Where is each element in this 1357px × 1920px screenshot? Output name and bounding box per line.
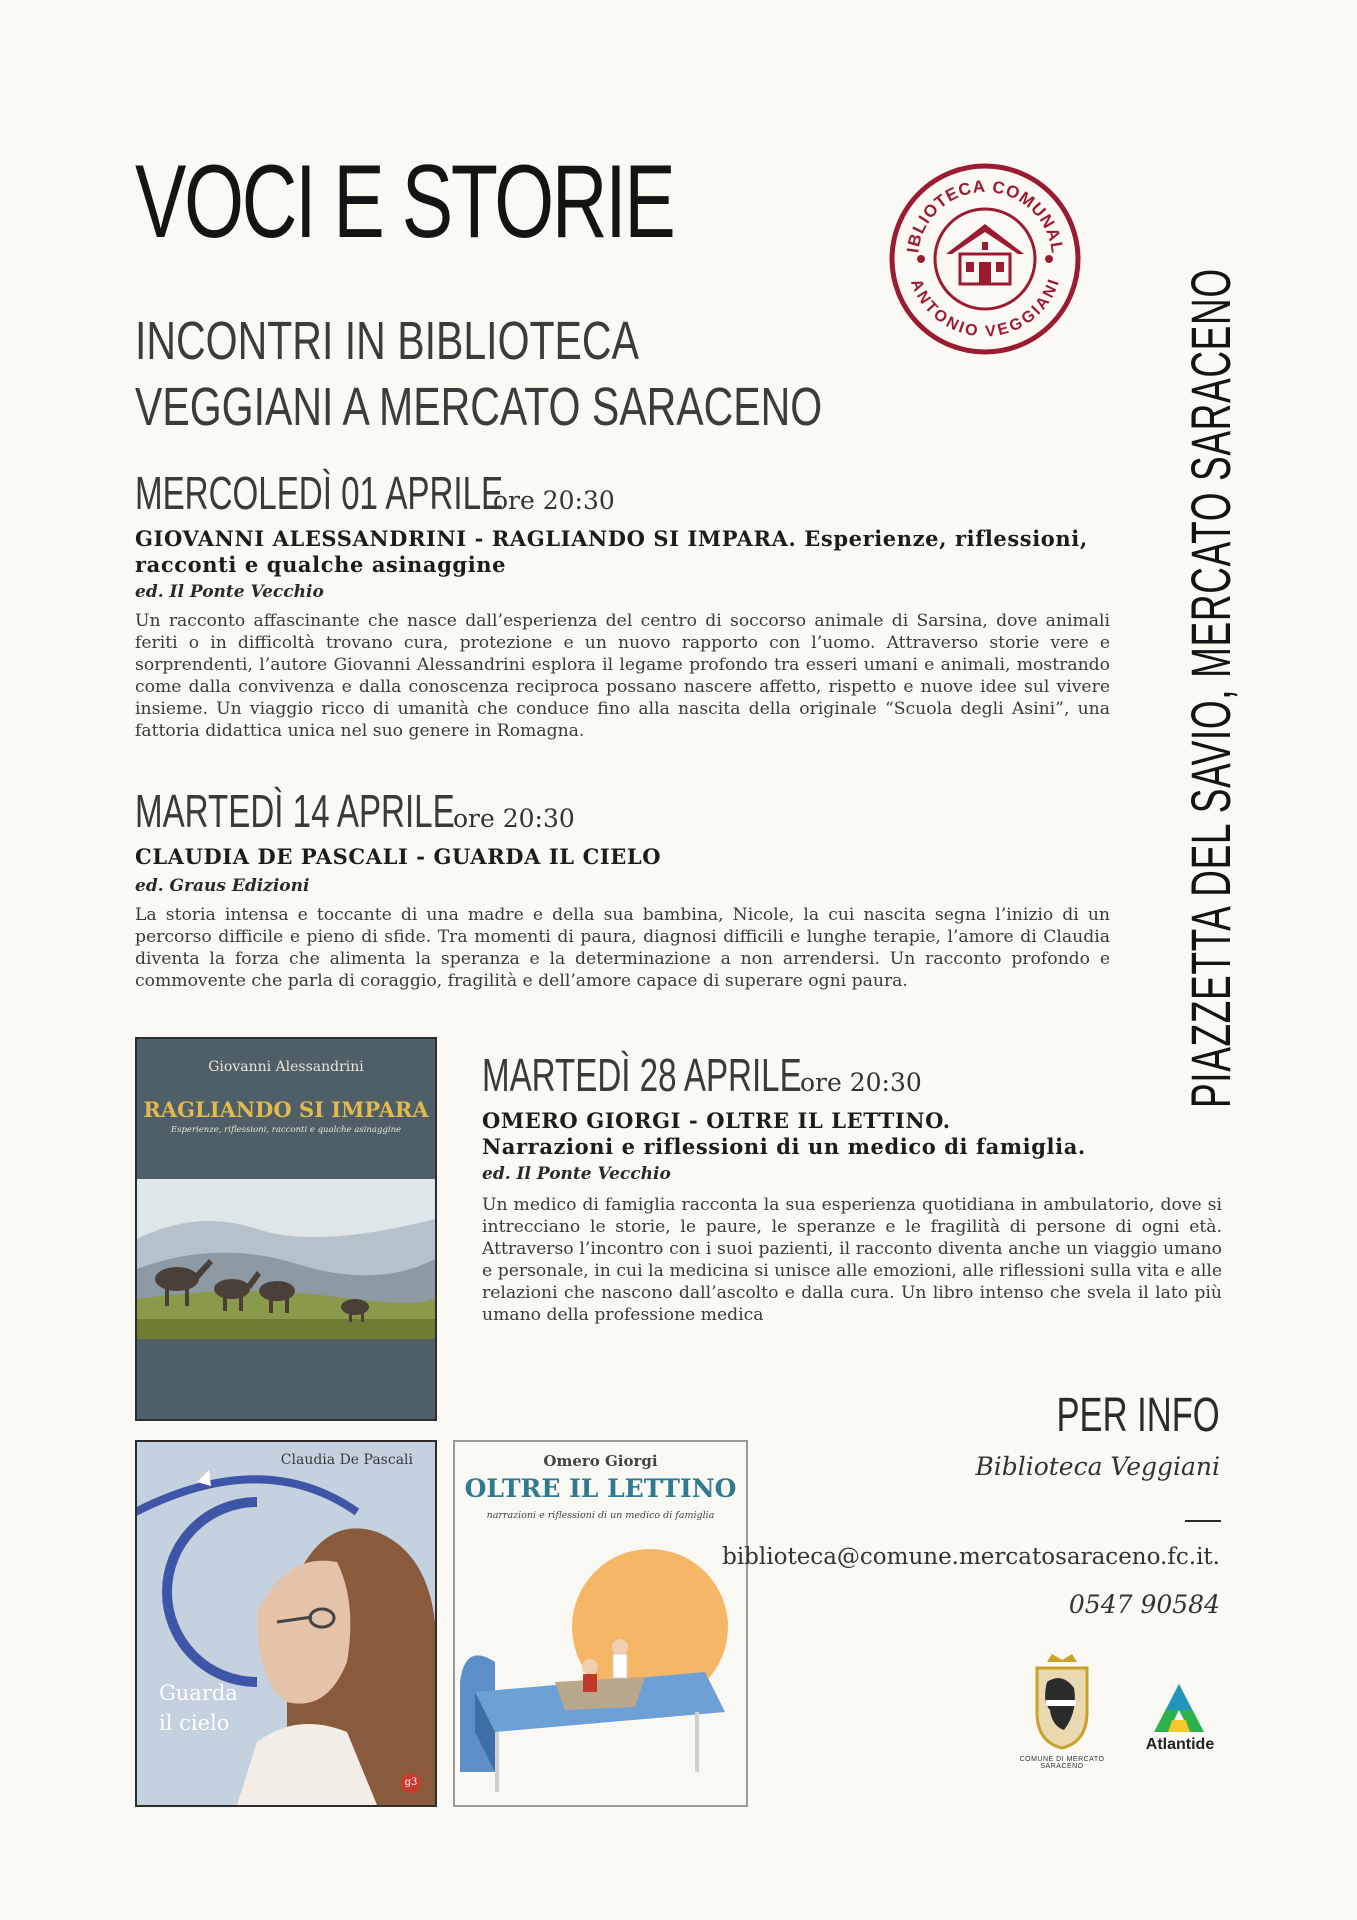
event-2 [135,785,1110,992]
book-cover-guarda-il-cielo [135,1440,437,1807]
library-logo [888,162,1082,356]
event-book-title: GIOVANNI ALESSANDRINI - RAGLIANDO SI IMPARA. Esperienze, riflessioni, racconti e qualche asinaggine [135,526,1088,577]
event-time: ore 20:30 [493,486,615,515]
info-heading: PER INFO [1056,1389,1220,1442]
comune-logo [1012,1652,1112,1782]
event-date: MERCOLEDÌ 01 APRILE [135,467,504,519]
subtitle-line-2: VEGGIANI A MERCATO SARACENO [135,377,823,437]
cover-title: RAGLIANDO SI IMPARA [143,1097,429,1122]
publisher-mark: g3 [401,1773,421,1793]
event-3 [482,1049,1222,1326]
cover-subtitle: Esperienze, riflessioni, racconti e qualche asinaggine [170,1125,402,1135]
event-publisher: ed. Graus Edizioni [135,876,310,896]
vertical-location: PIAZZETTA DEL SAVIO, MERCATO SARACENO [1179,268,1242,1108]
cover-author: Giovanni Alessandrini [208,1059,364,1075]
subtitle-line-1: INCONTRI IN BIBLIOTECA [135,311,639,371]
event-book-subtitle: Narrazioni e riflessioni di un medico di famiglia. [482,1134,1086,1159]
atlantide-label: Atlantide [1145,1736,1215,1753]
book-cover-ragliando [135,1037,437,1421]
event-description: Un medico di famiglia racconta la sua esperienza quotidiana in ambulatorio, dove si intrecciano le storie, le paure, le speranze e le fragilità di persone di ogni età. Attraverso l’incontro con i suoi pazienti, il racconto diventa anche un viaggio umano e personale, in cui la medicina si unisce alle emozioni, alle riflessioni sulla vita e alle relazioni che nascono dall’ascolto e dalla cura. Un libro intenso che svela il lato più umano della professione medica [482,1195,1222,1325]
comune-label: COMUNE DI MERCATO SARACENO [1019,1756,1105,1770]
info-email[interactable]: biblioteca@comune.mercatosaraceno.fc.it. [722,1544,1220,1570]
event-date: MARTEDÌ 28 APRILE [482,1049,802,1101]
event-description: Un racconto affascinante che nasce dall’esperienza del centro di soccorso animale di Sarsina, dove animali feriti o in difficoltà trovano cura, protezione e un nuovo rapporto con l’uomo. Attraverso storie vere e sorprendenti, l’autore Giovanni Alessandrini esplora il legame profondo tra esseri umani e animali, mostrando come dalla convivenza e dalla conoscenza reciproca possano nascere affetto, rispetto e nuove idee sul vivere insieme. Un viaggio ricco di umanità che conduce fino alla nascita della originale “Scuola degli Asini”, una fattoria didattica unica nel suo genere in Romagna. [135,611,1110,741]
event-1 [135,467,1110,742]
page-subtitle [135,308,822,440]
donkeys-landscape-image [137,1179,435,1339]
event-description: La storia intensa e toccante di una madre e della sua bambina, Nicole, la cui nascita segna l’inizio di un percorso difficile e pieno di sfide. Tra momenti di paura, diagnosi difficili e lunghe terapie, l’amore di Claudia diventa la forza che alimenta la speranza e la determinazione a non arrendersi. Un racconto profondo e commovente che parla di coraggio, fragilità e dell’amore capace di superare ogni paura. [135,905,1110,991]
page-title: VOCI E STORIE [135,144,674,260]
event-date: MARTEDÌ 14 APRILE [135,785,455,837]
info-divider [1185,1520,1221,1522]
boat-bed-illustration [455,1532,746,1805]
cover-subtitle: narrazioni e riflessioni di un medico di famiglia [486,1510,715,1521]
cover-author: Claudia De Pascali [280,1452,413,1468]
event-book-title: CLAUDIA DE PASCALI - GUARDA IL CIELO [135,844,662,869]
logo-bottom-text: ANTONIO VEGGIANI [906,276,1064,341]
cover-title: OLTRE IL LETTINO [464,1474,737,1503]
library-building-icon [946,224,1024,284]
cover-author: Omero Giorgi [543,1452,658,1470]
event-time: ore 20:30 [800,1068,922,1097]
event-publisher: ed. Il Ponte Vecchio [482,1164,671,1184]
event-time: ore 20:30 [453,804,575,833]
logo-top-text: IBLIOTECA COMUNAL [903,176,1067,255]
event-book-title: OMERO GIORGI - OLTRE IL LETTINO. [482,1108,951,1133]
book-cover-oltre-il-lettino [453,1440,748,1807]
info-name: Biblioteca Veggiani [975,1452,1220,1481]
event-publisher: ed. Il Ponte Vecchio [135,582,324,602]
atlantide-logo [1130,1682,1230,1762]
info-phone[interactable]: 0547 90584 [1068,1590,1220,1619]
cover-title: Guarda il cielo [159,1681,238,1735]
